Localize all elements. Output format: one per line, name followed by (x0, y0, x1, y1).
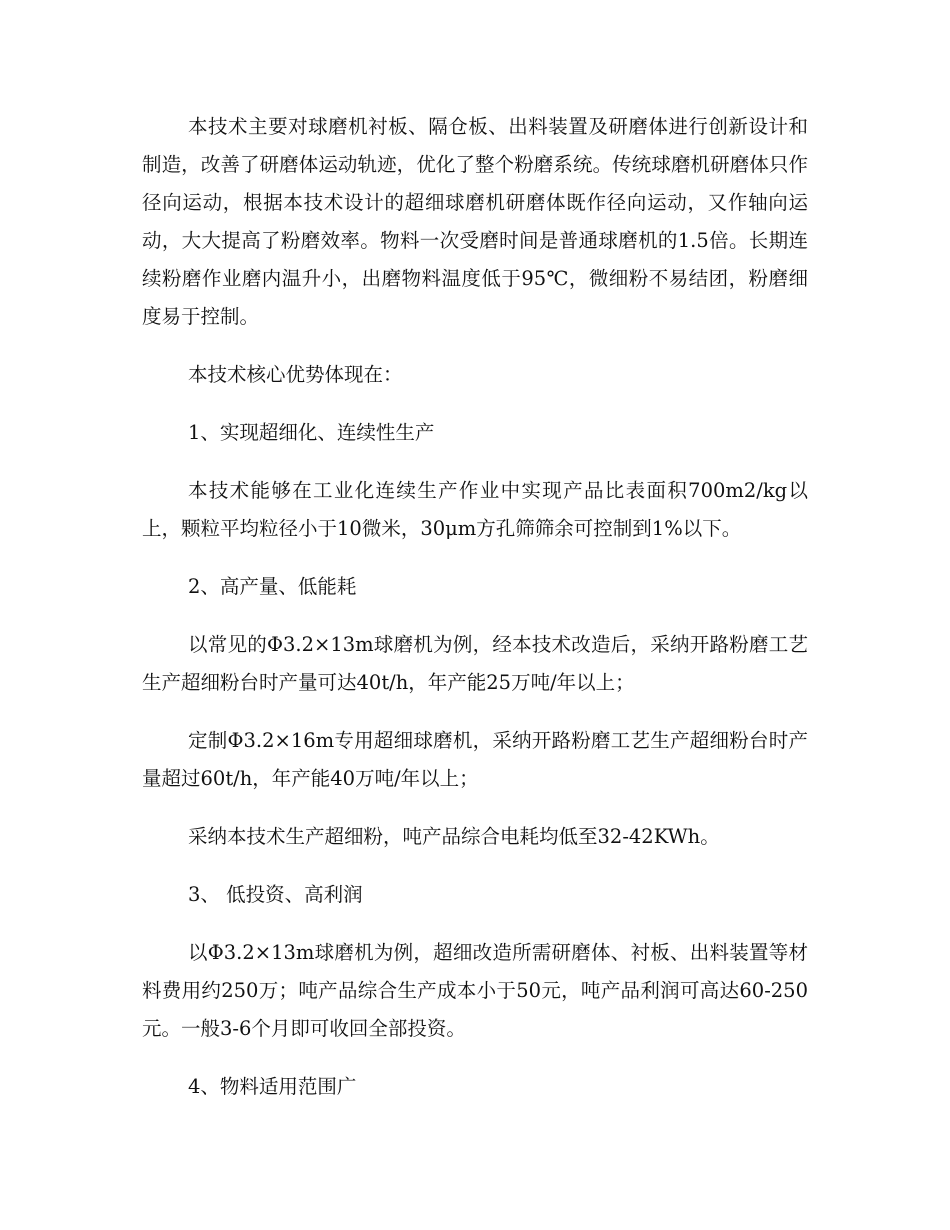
document-page (142, 108, 808, 1126)
section-2-paragraph-2: 定制Φ3.2×16m专用超细球磨机，采纳开路粉磨工艺生产超细粉台时产量超过60t/h，年产能40万吨/年以上； (142, 729, 808, 790)
section-heading-1: 1、实现超细化、连续性生产 (188, 421, 435, 444)
section-heading-2: 2、高产量、低能耗 (188, 575, 357, 598)
section-1-paragraph: 本技术能够在工业化连续生产作业中实现产品比表面积700m2/kg以上，颗粒平均粒径小于10微米，30μm方孔筛筛余可控制到1%以下。 (142, 479, 808, 540)
section-2-paragraph-3: 采纳本技术生产超细粉，吨产品综合电耗均低至32-42KWh。 (188, 825, 720, 848)
section-heading-4: 4、物料适用范围广 (188, 1075, 357, 1098)
advantages-intro: 本技术核心优势体现在： (188, 363, 403, 386)
section-heading-3: 3、 低投资、高利润 (188, 883, 363, 906)
intro-paragraph: 本技术主要对球磨机衬板、隔仓板、出料装置及研磨体进行创新设计和制造，改善了研磨体运动轨迹，优化了整个粉磨系统。传统球磨机研磨体只作径向运动，根据本技术设计的超细球磨机研磨体既作径向运动，又作轴向运动，大大提高了粉磨效率。物料一次受磨时间是普通球磨机的1.5倍。长期连续粉磨作业磨内温升小，出磨物料温度低于95℃，微细粉不易结团，粉磨细度易于控制。 (142, 115, 808, 328)
section-2-paragraph-1: 以常见的Φ3.2×13m球磨机为例，经本技术改造后，采纳开路粉磨工艺生产超细粉台时产量可达40t/h，年产能25万吨/年以上； (142, 633, 808, 694)
section-3-paragraph: 以Φ3.2×13m球磨机为例，超细改造所需研磨体、衬板、出料装置等材料费用约250万；吨产品综合生产成本小于50元，吨产品利润可高达60-250元。一般3-6个月即可收回全部投资。 (142, 941, 808, 1040)
